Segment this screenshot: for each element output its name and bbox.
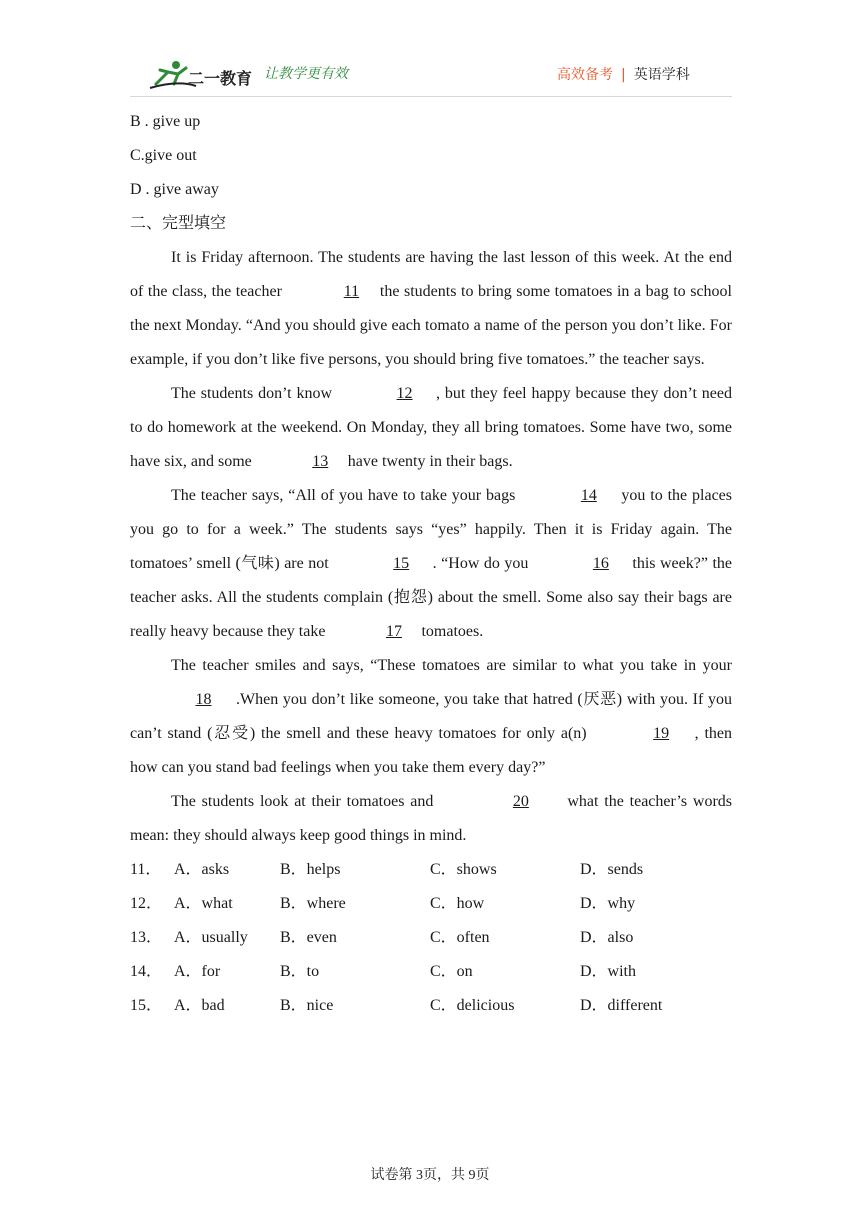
text: , then how can you stand bad feelings when you take them every day?”: [130, 725, 732, 776]
question-row: [130, 921, 732, 955]
prev-option-c: C.give out: [130, 147, 197, 164]
option-a: A．asks: [174, 861, 230, 878]
text: . “How do you: [432, 555, 529, 572]
option-d: D．with: [580, 963, 637, 980]
text: you to the places you go to for a week.” The students says “yes” happily. Then it is Friday again. The tomatoes’ smell (气味) are not: [130, 487, 733, 572]
question-number: 13．: [130, 929, 163, 946]
option-d: D．sends: [580, 861, 644, 878]
blank-17: 17: [385, 623, 402, 640]
text: The teacher smiles and says, “These tomatoes are similar to what you take in your: [171, 657, 732, 674]
text: tomatoes.: [421, 623, 484, 640]
passage-paragraph-1: [130, 241, 732, 377]
text: .When you don’t like someone, you take that hatred (厌恶) with you. If you can’t stand (忍受) the smell and these heavy tomatoes for only a(n): [130, 691, 732, 742]
blank-15: 15: [393, 555, 410, 572]
text: what the teacher’s words mean: they should always keep good things in mind.: [130, 793, 733, 844]
question-row: [130, 989, 732, 1023]
logo-text: 二一教育: [188, 69, 253, 88]
option-b: B．nice: [280, 997, 334, 1014]
blank-16: 16: [592, 555, 609, 572]
header-right: [557, 64, 690, 84]
text: this week?” the teacher asks. All the students complain (抱怨) about the smell. Some also say their bags are really heavy because they take: [130, 555, 732, 640]
question-number: 15．: [130, 997, 163, 1014]
page-header: [0, 0, 860, 100]
question-row: [130, 853, 732, 887]
text: The students don’t know: [171, 385, 333, 402]
passage-paragraph-3: [130, 479, 732, 649]
option-c: C．how: [430, 895, 485, 912]
option-a: A．what: [174, 895, 233, 912]
runner-logo-icon: [148, 58, 258, 94]
option-c: C．delicious: [430, 997, 515, 1014]
header-subject: 英语学科: [633, 67, 690, 83]
option-d: D．different: [580, 997, 663, 1014]
header-tagline: 高效备考: [557, 67, 613, 83]
text: It is Friday afternoon. The students are having the last lesson of this week. At the end of the class, the teacher: [130, 249, 732, 300]
passage-paragraph-5: [130, 785, 732, 853]
option-b: B．helps: [280, 861, 341, 878]
option-c: C．often: [430, 929, 490, 946]
text: The teacher says, “All of you have to take your bags: [171, 487, 516, 504]
option-b: B．even: [280, 929, 337, 946]
prev-option-d: D . give away: [130, 181, 219, 198]
option-a: A．bad: [174, 997, 225, 1014]
text: The students look at their tomatoes and: [171, 793, 434, 810]
question-number: 11．: [130, 861, 162, 878]
blank-11: 11: [343, 283, 360, 300]
prev-option-b: B . give up: [130, 113, 201, 130]
document-body: [130, 105, 732, 1023]
header-separator: |: [621, 67, 626, 83]
option-d: D．why: [580, 895, 636, 912]
option-c: C．shows: [430, 861, 497, 878]
text: have twenty in their bags.: [347, 453, 513, 470]
blank-18: 18: [195, 691, 212, 708]
blank-14: 14: [580, 487, 597, 504]
page-footer: 试卷第 3页，共 9页: [370, 1168, 490, 1183]
header-divider: [130, 96, 732, 97]
blank-20: 20: [512, 793, 529, 810]
text: , but they feel happy because they don’t need to do homework at the weekend. On Monday, they all bring tomatoes. Some have two, some have six, and some: [130, 385, 733, 470]
option-d: D．also: [580, 929, 634, 946]
blank-19: 19: [653, 725, 670, 742]
text: the students to bring some tomatoes in a bag to school the next Monday. “And you should give each tomato a name of the person you don’t like. For example, if you don’t like five persons, you should bring five tomatoes.” the teacher says.: [130, 283, 733, 368]
section-title: 二、完型填空: [130, 215, 227, 232]
question-number: 12．: [130, 895, 163, 912]
blank-12: 12: [396, 385, 413, 402]
slogan: 让教学更有效: [264, 66, 348, 82]
passage-paragraph-4: [130, 649, 732, 785]
option-b: B．to: [280, 963, 320, 980]
question-row: [130, 955, 732, 989]
option-a: A．for: [174, 963, 221, 980]
option-b: B．where: [280, 895, 346, 912]
blank-13: 13: [312, 453, 329, 470]
passage-paragraph-2: [130, 377, 732, 479]
option-a: A．usually: [174, 929, 248, 946]
option-c: C．on: [430, 963, 473, 980]
question-row: [130, 887, 732, 921]
question-list: [130, 853, 732, 1023]
question-number: 14．: [130, 963, 163, 980]
